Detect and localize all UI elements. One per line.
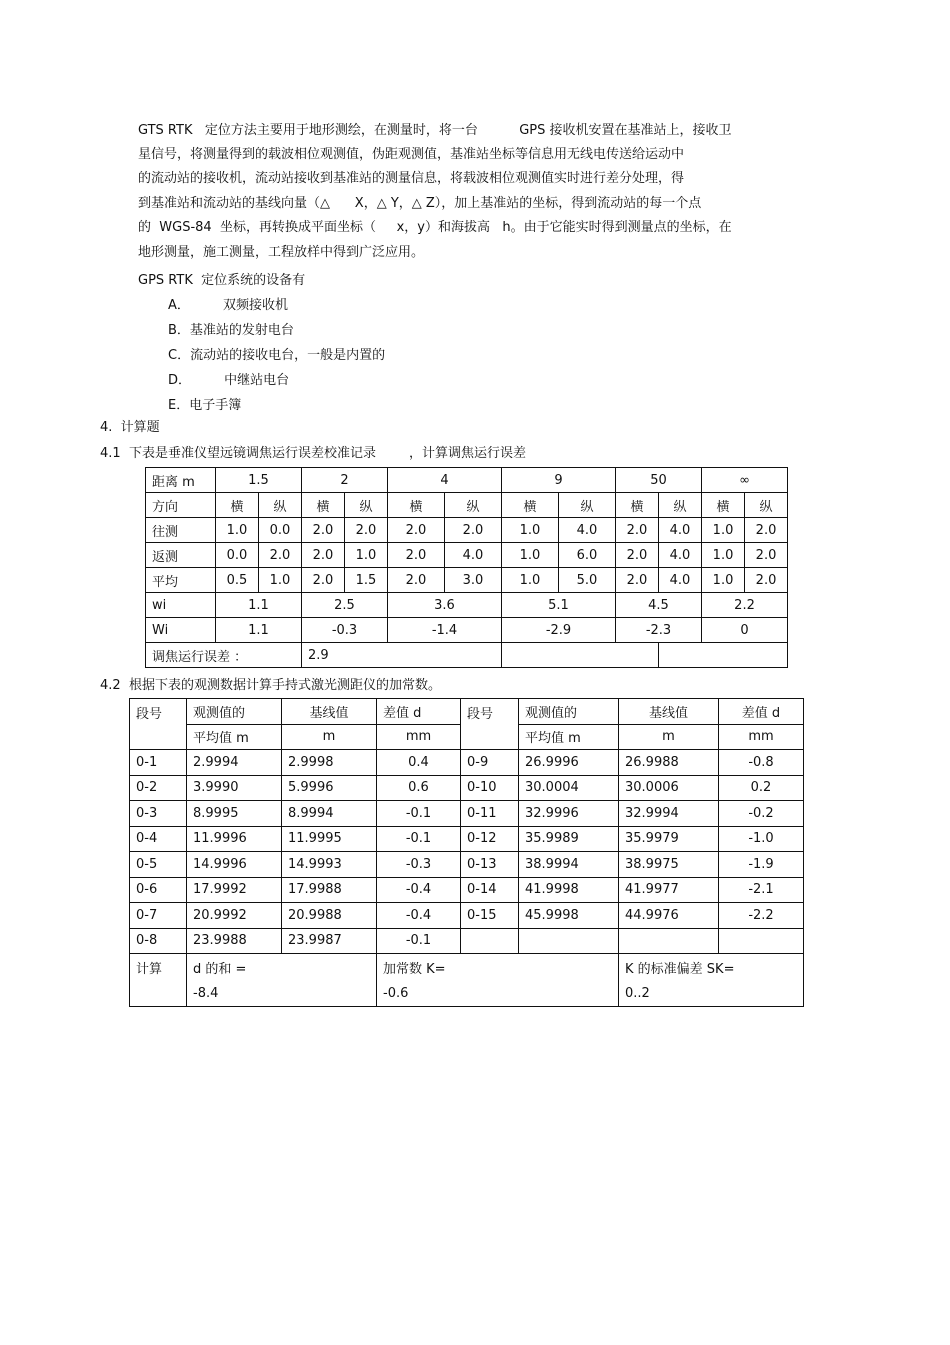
- sum-value: -8.4: [193, 986, 219, 1001]
- cell: -1.9: [719, 852, 804, 878]
- cell: 0-7: [130, 903, 187, 929]
- table-row: [130, 775, 804, 801]
- cell: -0.8: [719, 750, 804, 776]
- table-row: [130, 801, 804, 827]
- empty-cell: [502, 643, 659, 668]
- cell: 8.9995: [187, 801, 282, 827]
- Wi-label: Wi: [146, 618, 216, 643]
- distance-value: 1.5: [216, 468, 302, 493]
- cell: [619, 928, 719, 954]
- cell: 6.0: [559, 543, 616, 568]
- equipment-title: GPS RTK 定位系统的设备有: [138, 273, 306, 288]
- Wi-value: -2.3: [616, 618, 702, 643]
- cell: 2.0: [445, 518, 502, 543]
- cell: 0-2: [130, 775, 187, 801]
- wi-value: 3.6: [388, 593, 502, 618]
- table-row: [130, 852, 804, 878]
- cell: 0.5: [216, 568, 259, 593]
- distance-label: 距离 m: [146, 468, 216, 493]
- cell: 11.9996: [187, 826, 282, 852]
- focus-error-value: 2.9: [302, 643, 502, 668]
- wi-value: 2.5: [302, 593, 388, 618]
- table-row: [146, 593, 788, 618]
- cell: 0.2: [719, 775, 804, 801]
- cell: 3.9990: [187, 775, 282, 801]
- cell: 20.9988: [282, 903, 377, 929]
- cell: [461, 928, 519, 954]
- header-observed: 观测值的: [519, 699, 619, 725]
- cell: 2.0: [616, 518, 659, 543]
- row-label: 往测: [146, 518, 216, 543]
- header-difference: 差值 d: [377, 699, 461, 725]
- cell: 0-14: [461, 877, 519, 903]
- table-row: [146, 568, 788, 593]
- header-baseline: 基线值: [619, 699, 719, 725]
- direction-horizontal: 横: [502, 493, 559, 518]
- wi-value: 5.1: [502, 593, 616, 618]
- cell: 2.0: [616, 568, 659, 593]
- cell: 0.6: [377, 775, 461, 801]
- direction-horizontal: 横: [216, 493, 259, 518]
- cell: 30.0006: [619, 775, 719, 801]
- cell: 2.0: [745, 543, 788, 568]
- laser-rangefinder-table: [129, 698, 804, 1007]
- cell: -0.2: [719, 801, 804, 827]
- wi-value: 1.1: [216, 593, 302, 618]
- header-difference: 差值 d: [719, 699, 804, 725]
- cell: 2.0: [345, 518, 388, 543]
- cell: 2.0: [259, 543, 302, 568]
- table-row: [130, 954, 804, 1007]
- cell: 1.0: [502, 518, 559, 543]
- intro-line-1: GTS RTK 定位方法主要用于地形测绘，在测量时，将一台 GPS 接收机安置在基准站上，接收卫: [138, 123, 732, 138]
- cell: 1.0: [502, 568, 559, 593]
- cell: 1.0: [216, 518, 259, 543]
- table-row: [130, 928, 804, 954]
- cell: [719, 928, 804, 954]
- intro-line-4: 到基准站和流动站的基线向量（△ X，△ Y，△ Z），加上基准站的坐标，得到流动站的每一个点: [138, 196, 702, 211]
- header-baseline: 基线值: [282, 699, 377, 725]
- cell: 1.0: [259, 568, 302, 593]
- cell: 0-1: [130, 750, 187, 776]
- cell: 8.9994: [282, 801, 377, 827]
- cell: 32.9996: [519, 801, 619, 827]
- question-4-2: 4.2 根据下表的观测数据计算手持式激光测距仪的加常数。: [100, 678, 441, 693]
- cell: 41.9977: [619, 877, 719, 903]
- cell: -1.0: [719, 826, 804, 852]
- equipment-item-d: D． 中继站电台: [168, 373, 290, 388]
- distance-value: 4: [388, 468, 502, 493]
- header-difference-unit: mm: [377, 724, 461, 750]
- intro-line-3: 的流动站的接收机，流动站接收到基准站的测量信息，将载波相位观测值实时进行差分处理，得: [138, 171, 685, 186]
- cell: 1.5: [345, 568, 388, 593]
- cell: 0.0: [259, 518, 302, 543]
- table-row: [130, 877, 804, 903]
- wi-label: wi: [146, 593, 216, 618]
- wi-value: 2.2: [702, 593, 788, 618]
- cell: 45.9998: [519, 903, 619, 929]
- sum-cell: [187, 954, 377, 1007]
- constant-cell: [377, 954, 619, 1007]
- cell: 17.9988: [282, 877, 377, 903]
- distance-value: 2: [302, 468, 388, 493]
- row-label: 返测: [146, 543, 216, 568]
- cell: 4.0: [659, 518, 702, 543]
- distance-value: ∞: [702, 468, 788, 493]
- header-segment: 段号: [130, 699, 187, 750]
- sum-label: d 的和 =: [193, 962, 247, 977]
- cell: 0.4: [377, 750, 461, 776]
- cell: -0.4: [377, 903, 461, 929]
- std-dev-cell: [619, 954, 804, 1007]
- cell: [519, 928, 619, 954]
- row-label: 平均: [146, 568, 216, 593]
- cell: 26.9996: [519, 750, 619, 776]
- cell: 2.0: [302, 543, 345, 568]
- Wi-value: -1.4: [388, 618, 502, 643]
- cell: 11.9995: [282, 826, 377, 852]
- cell: 0-15: [461, 903, 519, 929]
- question-4-1: 4.1 下表是垂准仪望远镜调焦运行误差校准记录 ，计算调焦运行误差: [100, 446, 526, 461]
- cell: 0-12: [461, 826, 519, 852]
- std-dev-label: K 的标准偏差 SK=: [625, 962, 735, 977]
- header-observed-unit: 平均值 m: [187, 724, 282, 750]
- cell: 2.0: [388, 518, 445, 543]
- distance-value: 50: [616, 468, 702, 493]
- cell: 23.9987: [282, 928, 377, 954]
- calc-label: 计算: [130, 954, 187, 1007]
- cell: 2.0: [302, 518, 345, 543]
- header-baseline-unit: m: [282, 724, 377, 750]
- cell: -0.3: [377, 852, 461, 878]
- cell: 38.9994: [519, 852, 619, 878]
- cell: -0.1: [377, 801, 461, 827]
- cell: 3.0: [445, 568, 502, 593]
- Wi-value: 1.1: [216, 618, 302, 643]
- wi-value: 4.5: [616, 593, 702, 618]
- header-segment: 段号: [461, 699, 519, 750]
- table-row: [146, 468, 788, 493]
- std-dev-value: 0..2: [625, 986, 650, 1001]
- equipment-item-a: A． 双频接收机: [168, 298, 288, 313]
- cell: 2.0: [302, 568, 345, 593]
- cell: 1.0: [502, 543, 559, 568]
- direction-horizontal: 横: [616, 493, 659, 518]
- intro-line-6: 地形测量，施工测量，工程放样中得到广泛应用。: [138, 245, 425, 260]
- cell: 26.9988: [619, 750, 719, 776]
- cell: 2.9994: [187, 750, 282, 776]
- cell: 4.0: [445, 543, 502, 568]
- cell: 0-5: [130, 852, 187, 878]
- table-row: [130, 903, 804, 929]
- cell: 20.9992: [187, 903, 282, 929]
- table-row: [146, 643, 788, 668]
- cell: 0-10: [461, 775, 519, 801]
- direction-vertical: 纵: [345, 493, 388, 518]
- cell: 23.9988: [187, 928, 282, 954]
- table-row: [146, 518, 788, 543]
- direction-vertical: 纵: [659, 493, 702, 518]
- cell: 2.0: [388, 543, 445, 568]
- cell: 0-4: [130, 826, 187, 852]
- focus-error-table: [145, 467, 788, 668]
- cell: 2.0: [745, 568, 788, 593]
- cell: -0.1: [377, 826, 461, 852]
- direction-vertical: 纵: [445, 493, 502, 518]
- cell: 0-3: [130, 801, 187, 827]
- constant-label: 加常数 K=: [383, 962, 446, 977]
- cell: -0.4: [377, 877, 461, 903]
- cell: 1.0: [702, 543, 745, 568]
- cell: 41.9998: [519, 877, 619, 903]
- direction-vertical: 纵: [745, 493, 788, 518]
- cell: 2.0: [616, 543, 659, 568]
- direction-horizontal: 横: [302, 493, 345, 518]
- cell: 4.0: [659, 568, 702, 593]
- direction-vertical: 纵: [559, 493, 616, 518]
- cell: 32.9994: [619, 801, 719, 827]
- cell: 5.9996: [282, 775, 377, 801]
- cell: 30.0004: [519, 775, 619, 801]
- intro-line-2: 星信号，将测量得到的载波相位观测值，伪距观测值，基准站坐标等信息用无线电传送给运动中: [138, 147, 685, 162]
- cell: 2.9998: [282, 750, 377, 776]
- table-row: [146, 543, 788, 568]
- cell: 38.9975: [619, 852, 719, 878]
- cell: -2.1: [719, 877, 804, 903]
- cell: 17.9992: [187, 877, 282, 903]
- equipment-item-c: C．流动站的接收电台，一般是内置的: [168, 348, 386, 363]
- header-baseline-unit: m: [619, 724, 719, 750]
- table-row: [130, 826, 804, 852]
- table-row: [146, 618, 788, 643]
- cell: 0.0: [216, 543, 259, 568]
- cell: 2.0: [388, 568, 445, 593]
- cell: 2.0: [745, 518, 788, 543]
- cell: 35.9989: [519, 826, 619, 852]
- cell: -2.2: [719, 903, 804, 929]
- cell: 4.0: [659, 543, 702, 568]
- cell: 0-6: [130, 877, 187, 903]
- cell: 14.9993: [282, 852, 377, 878]
- empty-cell: [659, 643, 788, 668]
- direction-horizontal: 横: [702, 493, 745, 518]
- table-row: [130, 750, 804, 776]
- constant-value: -0.6: [383, 986, 409, 1001]
- table-row: [130, 699, 804, 725]
- Wi-value: 0: [702, 618, 788, 643]
- cell: 0-9: [461, 750, 519, 776]
- header-difference-unit: mm: [719, 724, 804, 750]
- cell: 0-8: [130, 928, 187, 954]
- direction-vertical: 纵: [259, 493, 302, 518]
- direction-label: 方向: [146, 493, 216, 518]
- cell: 44.9976: [619, 903, 719, 929]
- distance-value: 9: [502, 468, 616, 493]
- direction-horizontal: 横: [388, 493, 445, 518]
- equipment-item-e: E．电子手簿: [168, 398, 242, 413]
- header-observed: 观测值的: [187, 699, 282, 725]
- intro-line-5: 的 WGS-84 坐标，再转换成平面坐标（ x，y）和海拔高 h。由于它能实时得到测量点的坐标，在: [138, 220, 732, 235]
- Wi-value: -2.9: [502, 618, 616, 643]
- cell: 1.0: [702, 518, 745, 543]
- focus-error-label: 调焦运行误差 ：: [146, 643, 302, 668]
- cell: 14.9996: [187, 852, 282, 878]
- header-observed-unit: 平均值 m: [519, 724, 619, 750]
- Wi-value: -0.3: [302, 618, 388, 643]
- table-body: [130, 750, 804, 954]
- equipment-item-b: B．基准站的发射电台: [168, 323, 294, 338]
- table-row: [146, 493, 788, 518]
- cell: 4.0: [559, 518, 616, 543]
- cell: 35.9979: [619, 826, 719, 852]
- cell: -0.1: [377, 928, 461, 954]
- cell: 0-13: [461, 852, 519, 878]
- cell: 5.0: [559, 568, 616, 593]
- cell: 0-11: [461, 801, 519, 827]
- section-4-heading: 4. 计算题: [100, 420, 160, 435]
- cell: 1.0: [702, 568, 745, 593]
- cell: 1.0: [345, 543, 388, 568]
